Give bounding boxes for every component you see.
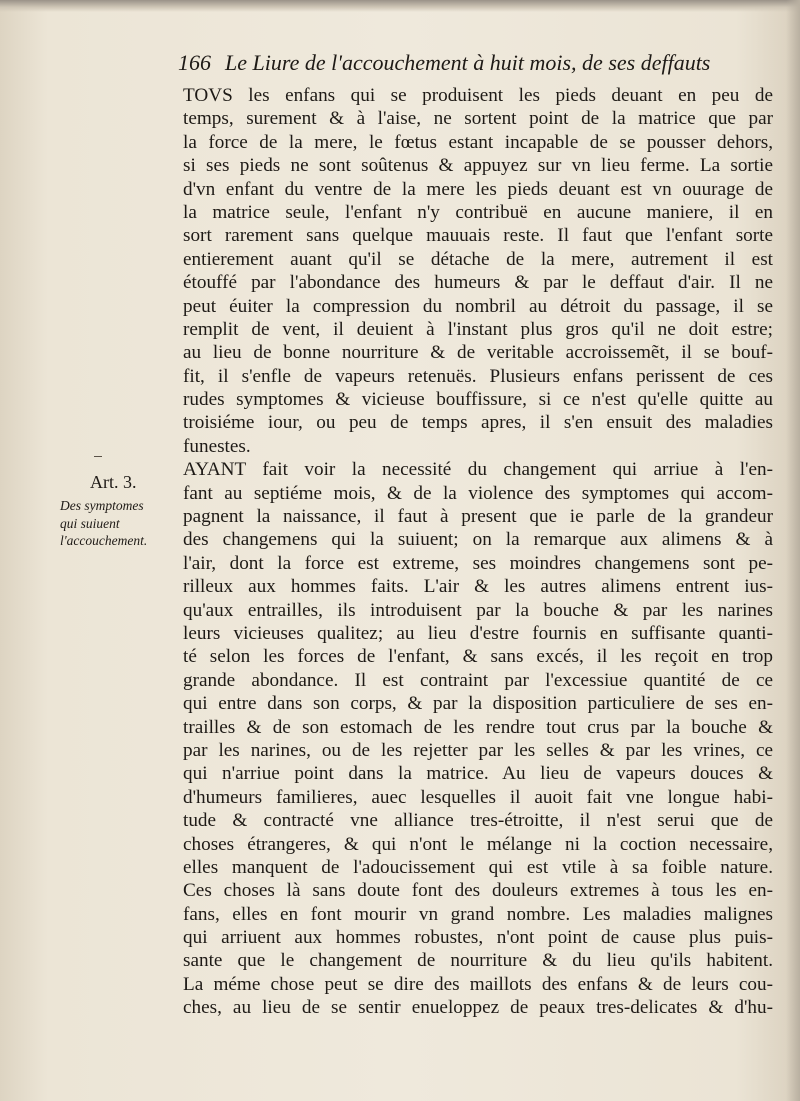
text-line: fant au septiéme mois, & de la violence des symptomes qui accom- <box>183 482 773 504</box>
text-line: qui entre dans son corps, & par la disposition particuliere de ses en- <box>183 693 773 715</box>
text-line: Ces choses là sans doute font des douleurs extremes à tous les en- <box>183 880 773 902</box>
text-line: temps, surement & à l'aise, ne sortent point de la matrice que par <box>183 108 773 130</box>
text-line: au lieu de bonne nourriture & de veritable accroissemẽt, il se bouf- <box>183 342 773 364</box>
text-line: tude & contracté vne alliance tres-étroitte, il n'est serui que de <box>183 810 773 832</box>
running-header <box>178 50 768 80</box>
text-line: la force de la mere, le fœtus estant incapable de se pousser dehors, <box>183 131 773 153</box>
page-binding-shadow <box>786 0 800 1101</box>
text-line: rudes symptomes & vicieuse bouffissure, si ce n'est qu'elle quitte au <box>183 389 773 411</box>
running-title: Le Liure de l'accouchement à huit mois, de ses deffauts <box>225 50 711 75</box>
text-line: par les narines, ou de les rejetter par les selles & par les vrines, ce <box>183 739 773 761</box>
text-line: la matrice seule, l'enfant n'y contribuë en aucune maniere, il en <box>183 201 773 223</box>
text-line: si ses pieds ne sont soûtenus & appuyez sur vn lieu ferme. La sortie <box>183 155 773 177</box>
text-line: sort rarement sans quelque mauuais reste. Il faut que l'enfant sorte <box>183 225 773 247</box>
paragraph <box>183 458 773 1019</box>
text-line: elles manquent de l'adoucissement qui est vtile à sa foible nature. <box>183 856 773 878</box>
paragraph <box>183 84 773 458</box>
page-number: 166 <box>178 50 211 75</box>
article-number: Art. 3. <box>90 472 137 492</box>
text-line: qui n'arriue point dans la matrice. Au lieu de vapeurs douces & <box>183 763 773 785</box>
body-text <box>183 84 773 1020</box>
text-line: fans, elles en font mourir vn grand nombre. Les maladies malignes <box>183 903 773 925</box>
text-line: AYANT fait voir la necessité du changement qui arriue à l'en- <box>183 459 773 481</box>
text-line: grande abondance. Il est contraint par l'excessiue quantité de ce <box>183 669 773 691</box>
text-line: entierement auant qu'il se détache de la mere, autrement il est <box>183 248 773 270</box>
text-line: leurs vicieuses qualitez; au lieu d'estre fournis en suffisante quanti- <box>183 622 773 644</box>
text-line: d'vn enfant du ventre de la mere les pieds deuant est vn ouurage de <box>183 178 773 200</box>
text-line: trailles & de son estomach de les rendre tout crus par la bouche & <box>183 716 773 738</box>
text-line: étouffé par l'abondance des humeurs & par le deffaut d'air. Il ne <box>183 272 773 294</box>
text-line: peut éuiter la compression du nombril au détroit du passage, il se <box>183 295 773 317</box>
text-line: rilleux aux hommes faits. L'air & les autres alimens entrent ius- <box>183 576 773 598</box>
text-line: TOVS les enfans qui se produisent les pieds deuant en peu de <box>183 85 773 106</box>
margin-note <box>60 472 178 550</box>
text-line: té selon les forces de l'enfant, & sans excés, il les reçoit en trop <box>183 646 773 668</box>
text-line: choses étrangeres, & qui n'ont le mélange ni la coction necessaire, <box>183 833 773 855</box>
text-line: l'air, dont la force est extreme, ses moindres changemens sont pe- <box>183 552 773 574</box>
text-line: La méme chose peut se dire des maillots des enfans & de leurs cou- <box>183 973 773 995</box>
page-top-shadow <box>0 0 800 12</box>
text-line: troisiéme iour, ou peu de temps apres, il s'en ensuit des maladies <box>183 412 773 434</box>
text-line: qu'aux entrailles, ils introduisent par la bouche & par les narines <box>183 599 773 621</box>
text-line: fit, il s'enfle de vapeurs retenuës. Plusieurs enfans perissent de ces <box>183 365 773 387</box>
text-line: des changemens qui la suiuent; on la remarque aux alimens & à <box>183 529 773 551</box>
text-line: sante que le changement de nourriture & du lieu qu'ils habitent. <box>183 950 773 972</box>
margin-dash <box>94 456 102 457</box>
margin-note-line: Des symptomes <box>60 498 144 513</box>
text-line: remplit de vent, il deuient à l'instant plus gros qu'il ne doit estre; <box>183 318 773 340</box>
text-line: ches, au lieu de se sentir enueloppez de peaux tres-delicates & d'hu- <box>183 997 773 1019</box>
margin-note-line: qui suiuent <box>60 515 120 531</box>
margin-note-line: l'accouchement. <box>60 533 148 548</box>
text-line: funestes. <box>183 435 251 457</box>
text-line: d'humeurs familieres, auec lesquelles il auoit fait vne longue habi- <box>183 786 773 808</box>
text-line: pagnent la naissance, il faut à present que ie parle de la grandeur <box>183 506 773 528</box>
text-line: qui arriuent aux hommes robustes, n'ont point de cause plus puis- <box>183 927 773 949</box>
